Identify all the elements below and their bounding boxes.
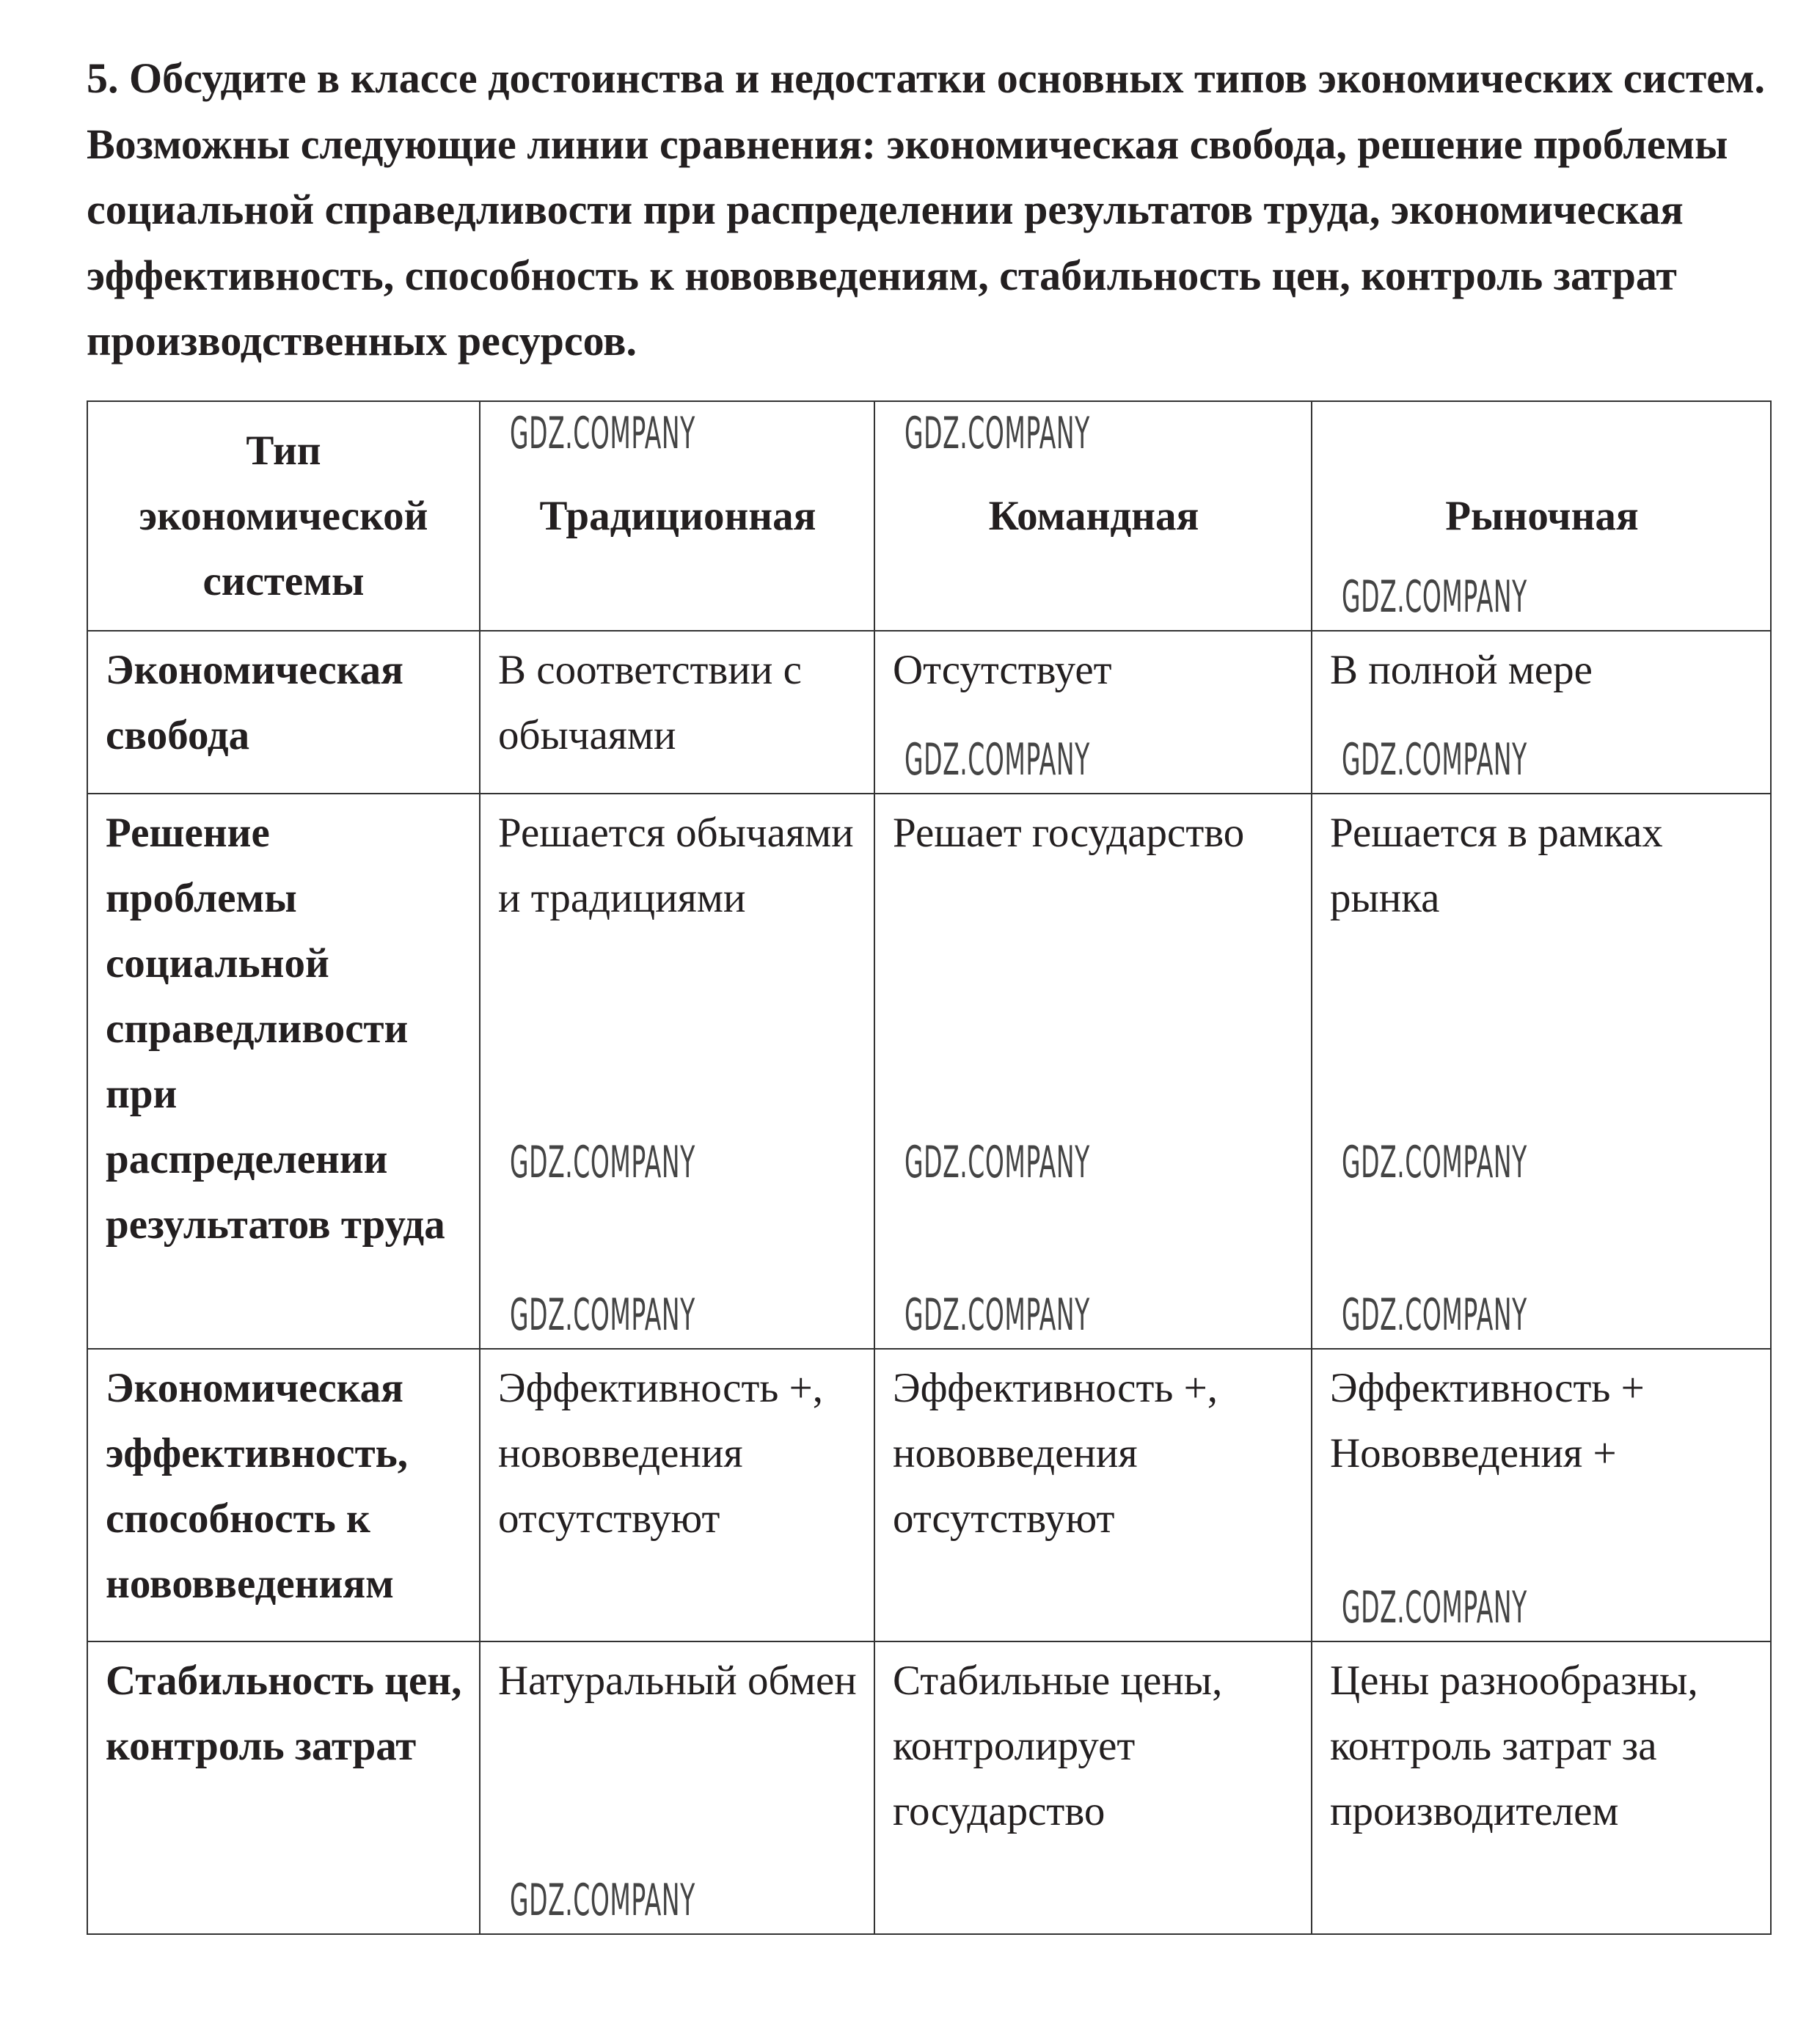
row-criterion: [87, 794, 480, 1349]
header-cell: [1312, 401, 1771, 631]
watermark: GDZ.COMPANY: [904, 407, 1090, 459]
table-cell: [480, 1641, 874, 1934]
cell-text: Эффективность +, нововведения отсутствуют: [893, 1364, 1218, 1542]
watermark: GDZ.COMPANY: [904, 1136, 1090, 1188]
watermark: GDZ.COMPANY: [904, 1289, 1090, 1341]
row-criterion: [87, 631, 480, 794]
criterion-label: Решение проблемы социальной справедливости при распределении результатов труда: [106, 809, 445, 1248]
table-cell: [1312, 631, 1771, 794]
watermark: GDZ.COMPANY: [510, 407, 695, 459]
table-cell: [874, 1349, 1312, 1641]
header-cell: [87, 401, 480, 631]
cell-text: Натуральный обмен: [498, 1657, 857, 1704]
table-row: [87, 1349, 1771, 1641]
header-label: Командная: [988, 492, 1199, 539]
table-cell: [1312, 1349, 1771, 1641]
economic-systems-table: [87, 400, 1772, 1935]
table-row: [87, 1641, 1771, 1934]
cell-text: Отсутствует: [893, 646, 1112, 693]
cell-text: В полной мере: [1330, 646, 1593, 693]
row-criterion: [87, 1349, 480, 1641]
cell-text: Эффективность +, нововведения отсутствуют: [498, 1364, 824, 1542]
criterion-label: Экономическая свобода: [106, 646, 403, 758]
cell-text: В соответствии с обычаями: [498, 646, 802, 758]
header-label: Рыночная: [1445, 492, 1639, 539]
criterion-label: Стабильность цен, контроль затрат: [106, 1657, 462, 1769]
table-cell: [480, 631, 874, 794]
table-cell: [480, 794, 874, 1349]
cell-text: Эффективность + Нововведения +: [1330, 1364, 1645, 1476]
cell-text: Решает государство: [893, 809, 1245, 856]
watermark: GDZ.COMPANY: [1342, 733, 1527, 786]
table-cell: [874, 631, 1312, 794]
watermark: GDZ.COMPANY: [510, 1289, 695, 1341]
table-row: [87, 631, 1771, 794]
cell-text: Решается обычаями и традициями: [498, 809, 854, 921]
table-cell: [1312, 1641, 1771, 1934]
task-text: 5. Обсудите в классе достоинства и недостатки основных типов экономических систем. Возможны следующие линии сравнения: экономическая свобода, решение проблемы социальной справедливости при распределении результатов труда, экономическая эффективность, способность к нововведениям, стабильность цен, контроль затрат производственных ресурсов.: [87, 54, 1766, 365]
table-cell: [1312, 794, 1771, 1349]
criterion-label: Экономическая эффективность, способность к нововведениям: [106, 1364, 408, 1607]
watermark: GDZ.COMPANY: [510, 1874, 695, 1926]
page: [87, 45, 1770, 1935]
table-row: [87, 794, 1771, 1349]
cell-text: Стабильные цены, контролирует государство: [893, 1657, 1223, 1834]
watermark: GDZ.COMPANY: [510, 1136, 695, 1188]
table-header-row: [87, 401, 1771, 631]
row-criterion: [87, 1641, 480, 1934]
watermark: GDZ.COMPANY: [904, 733, 1090, 786]
table-cell: [874, 1641, 1312, 1934]
watermark: GDZ.COMPANY: [1342, 1581, 1527, 1633]
cell-text: Решается в рамках рынка: [1330, 809, 1663, 921]
watermark: GDZ.COMPANY: [1342, 1136, 1527, 1188]
table-cell: [480, 1349, 874, 1641]
watermark: GDZ.COMPANY: [1342, 571, 1527, 623]
header-label: Тип экономической системы: [139, 427, 428, 604]
header-cell: [874, 401, 1312, 631]
table-cell: [874, 794, 1312, 1349]
watermark: GDZ.COMPANY: [1342, 1289, 1527, 1341]
header-cell: [480, 401, 874, 631]
cell-text: Цены разнообразны, контроль затрат за производителем: [1330, 1657, 1698, 1834]
header-label: Традиционная: [539, 492, 816, 539]
